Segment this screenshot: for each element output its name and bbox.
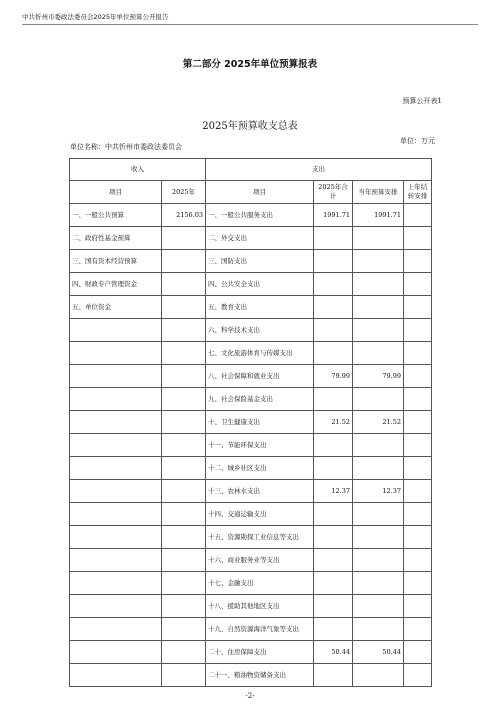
cell-in-item bbox=[70, 549, 162, 572]
col-header-current: 当年预算安排 bbox=[353, 181, 404, 204]
cell-ex-item: 十二、城乡社区支出 bbox=[206, 457, 314, 480]
unit-label: 单位：万元 bbox=[400, 137, 435, 145]
cell-in-amount bbox=[162, 319, 206, 342]
cell-carry bbox=[404, 365, 432, 388]
cell-current bbox=[353, 250, 404, 273]
cell-total bbox=[314, 664, 353, 687]
col-header-income-item: 项目 bbox=[70, 181, 162, 204]
cell-in-item bbox=[70, 365, 162, 388]
page-number: -2- bbox=[245, 692, 255, 700]
table-row bbox=[70, 273, 432, 296]
col-header-carryover: 上年结转安排 bbox=[404, 181, 432, 204]
table-title: 2025年预算收支总表 bbox=[202, 121, 298, 132]
cell-current bbox=[353, 434, 404, 457]
cell-in-item bbox=[70, 664, 162, 687]
cell-in-amount bbox=[162, 664, 206, 687]
cell-in-item bbox=[70, 480, 162, 503]
cell-in-item: 五、单位资金 bbox=[70, 296, 162, 319]
cell-in-amount bbox=[162, 457, 206, 480]
table-row bbox=[70, 296, 432, 319]
cell-in-item bbox=[70, 572, 162, 595]
part-title: 第二部分 2025年单位预算报表 bbox=[182, 59, 318, 70]
cell-carry bbox=[404, 641, 432, 664]
cell-in-amount bbox=[162, 618, 206, 641]
cell-carry bbox=[404, 204, 432, 227]
table-row bbox=[70, 388, 432, 411]
cell-total bbox=[314, 457, 353, 480]
table-row bbox=[70, 480, 432, 503]
cell-carry bbox=[404, 342, 432, 365]
cell-in-item bbox=[70, 342, 162, 365]
table-row bbox=[70, 365, 432, 388]
cell-carry bbox=[404, 572, 432, 595]
cell-in-item bbox=[70, 503, 162, 526]
cell-current bbox=[353, 618, 404, 641]
cell-carry bbox=[404, 480, 432, 503]
table-row bbox=[70, 572, 432, 595]
cell-current bbox=[353, 296, 404, 319]
cell-carry bbox=[404, 618, 432, 641]
income-header: 收入 bbox=[70, 159, 206, 181]
cell-in-amount bbox=[162, 250, 206, 273]
cell-in-item: 三、国有资本经营预算 bbox=[70, 250, 162, 273]
cell-current bbox=[353, 319, 404, 342]
cell-current bbox=[353, 526, 404, 549]
cell-total bbox=[314, 503, 353, 526]
cell-carry bbox=[404, 503, 432, 526]
cell-ex-item: 二十、住房保障支出 bbox=[206, 641, 314, 664]
header-divider bbox=[22, 24, 478, 25]
cell-total bbox=[314, 388, 353, 411]
cell-current bbox=[353, 227, 404, 250]
table-row bbox=[70, 549, 432, 572]
cell-carry bbox=[404, 388, 432, 411]
cell-total: 1991.71 bbox=[314, 204, 353, 227]
cell-in-amount bbox=[162, 411, 206, 434]
table-row bbox=[70, 411, 432, 434]
table-row bbox=[70, 342, 432, 365]
cell-in-amount bbox=[162, 342, 206, 365]
cell-in-item bbox=[70, 641, 162, 664]
cell-total bbox=[314, 250, 353, 273]
table-row bbox=[70, 503, 432, 526]
cell-ex-item: 十三、农林水支出 bbox=[206, 480, 314, 503]
cell-ex-item: 七、文化旅游体育与传媒支出 bbox=[206, 342, 314, 365]
cell-current: 50.44 bbox=[353, 641, 404, 664]
cell-current bbox=[353, 572, 404, 595]
cell-carry bbox=[404, 457, 432, 480]
cell-ex-item: 五、教育支出 bbox=[206, 296, 314, 319]
cell-carry bbox=[404, 664, 432, 687]
cell-in-amount bbox=[162, 388, 206, 411]
cell-ex-item: 六、科学技术支出 bbox=[206, 319, 314, 342]
cell-total: 79.99 bbox=[314, 365, 353, 388]
cell-total bbox=[314, 342, 353, 365]
table-row bbox=[70, 227, 432, 250]
table-row bbox=[70, 664, 432, 687]
cell-current bbox=[353, 503, 404, 526]
cell-in-amount bbox=[162, 572, 206, 595]
cell-ex-item: 三、国防支出 bbox=[206, 250, 314, 273]
cell-total: 21.52 bbox=[314, 411, 353, 434]
budget-summary-table bbox=[69, 158, 432, 687]
table-row bbox=[70, 319, 432, 342]
cell-in-item: 四、财政专户管理资金 bbox=[70, 273, 162, 296]
cell-current bbox=[353, 273, 404, 296]
running-header: 中共忻州市委政法委员会2025年单位预算公开报告 bbox=[22, 13, 169, 21]
cell-total bbox=[314, 273, 353, 296]
cell-in-amount bbox=[162, 434, 206, 457]
cell-carry bbox=[404, 595, 432, 618]
cell-in-item bbox=[70, 319, 162, 342]
cell-carry bbox=[404, 319, 432, 342]
cell-total bbox=[314, 526, 353, 549]
cell-ex-item: 十九、自然资源海洋气象等支出 bbox=[206, 618, 314, 641]
cell-ex-item: 四、公共安全支出 bbox=[206, 273, 314, 296]
cell-in-item bbox=[70, 618, 162, 641]
cell-in-amount bbox=[162, 595, 206, 618]
cell-in-item: 一、一般公共预算 bbox=[70, 204, 162, 227]
cell-in-item bbox=[70, 457, 162, 480]
cell-current bbox=[353, 595, 404, 618]
cell-in-item bbox=[70, 388, 162, 411]
cell-ex-item: 十四、交通运输支出 bbox=[206, 503, 314, 526]
cell-total bbox=[314, 434, 353, 457]
cell-current: 21.52 bbox=[353, 411, 404, 434]
cell-carry bbox=[404, 250, 432, 273]
cell-in-item bbox=[70, 411, 162, 434]
table-row bbox=[70, 434, 432, 457]
cell-total bbox=[314, 319, 353, 342]
cell-total bbox=[314, 618, 353, 641]
cell-ex-item: 十六、商业服务业等支出 bbox=[206, 549, 314, 572]
cell-in-amount bbox=[162, 549, 206, 572]
table-row bbox=[70, 618, 432, 641]
table-row bbox=[70, 641, 432, 664]
cell-ex-item: 十五、资源勘探工业信息等支出 bbox=[206, 526, 314, 549]
cell-ex-item: 十八、援助其他地区支出 bbox=[206, 595, 314, 618]
cell-in-amount bbox=[162, 503, 206, 526]
cell-total bbox=[314, 549, 353, 572]
cell-ex-item: 九、社会保险基金支出 bbox=[206, 388, 314, 411]
table-row bbox=[70, 595, 432, 618]
table-row bbox=[70, 526, 432, 549]
table-header-row bbox=[70, 159, 432, 181]
cell-total: 50.44 bbox=[314, 641, 353, 664]
cell-in-amount bbox=[162, 296, 206, 319]
cell-in-amount: 2156.03 bbox=[162, 204, 206, 227]
col-header-total: 2025年合计 bbox=[314, 181, 353, 204]
cell-total bbox=[314, 595, 353, 618]
cell-carry bbox=[404, 549, 432, 572]
cell-total bbox=[314, 296, 353, 319]
cell-total bbox=[314, 227, 353, 250]
cell-ex-item: 二十一、粮油物资储备支出 bbox=[206, 664, 314, 687]
cell-ex-item: 十七、金融支出 bbox=[206, 572, 314, 595]
col-header-expense-item: 项目 bbox=[206, 181, 314, 204]
table-row bbox=[70, 204, 432, 227]
cell-ex-item: 十、卫生健康支出 bbox=[206, 411, 314, 434]
cell-in-amount bbox=[162, 480, 206, 503]
cell-ex-item: 八、社会保障和就业支出 bbox=[206, 365, 314, 388]
cell-ex-item: 十一、节能环保支出 bbox=[206, 434, 314, 457]
cell-total bbox=[314, 572, 353, 595]
cell-in-item bbox=[70, 526, 162, 549]
cell-in-amount bbox=[162, 273, 206, 296]
table-code: 预算公开表1 bbox=[402, 97, 442, 105]
cell-in-amount bbox=[162, 641, 206, 664]
cell-in-amount bbox=[162, 365, 206, 388]
cell-carry bbox=[404, 411, 432, 434]
cell-current: 1991.71 bbox=[353, 204, 404, 227]
table-row bbox=[70, 250, 432, 273]
cell-total: 12.37 bbox=[314, 480, 353, 503]
cell-in-item bbox=[70, 434, 162, 457]
cell-in-item bbox=[70, 595, 162, 618]
cell-carry bbox=[404, 434, 432, 457]
cell-current bbox=[353, 388, 404, 411]
table-row bbox=[70, 457, 432, 480]
cell-ex-item: 一、一般公共服务支出 bbox=[206, 204, 314, 227]
cell-carry bbox=[404, 227, 432, 250]
cell-current bbox=[353, 549, 404, 572]
cell-carry bbox=[404, 296, 432, 319]
cell-current bbox=[353, 664, 404, 687]
cell-current: 12.37 bbox=[353, 480, 404, 503]
cell-carry bbox=[404, 273, 432, 296]
cell-current: 79.99 bbox=[353, 365, 404, 388]
cell-current bbox=[353, 457, 404, 480]
cell-in-amount bbox=[162, 227, 206, 250]
column-header-row bbox=[70, 181, 432, 204]
cell-ex-item: 二、外交支出 bbox=[206, 227, 314, 250]
cell-current bbox=[353, 342, 404, 365]
cell-in-item: 二、政府性基金预算 bbox=[70, 227, 162, 250]
col-header-year: 2025年 bbox=[162, 181, 206, 204]
cell-in-amount bbox=[162, 526, 206, 549]
unit-name: 单位名称：中共忻州市委政法委员会 bbox=[70, 143, 182, 151]
cell-carry bbox=[404, 526, 432, 549]
expense-header: 支出 bbox=[206, 159, 432, 181]
